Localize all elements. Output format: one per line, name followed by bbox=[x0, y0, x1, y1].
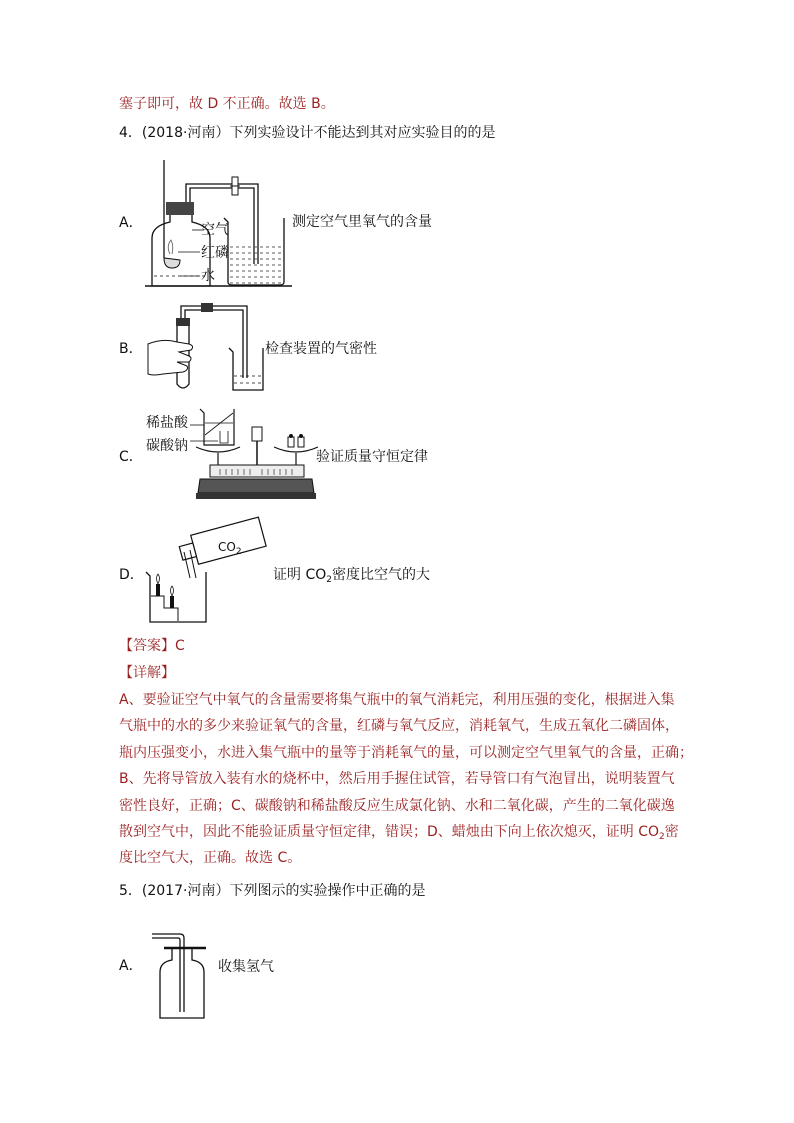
label-water: 水 bbox=[201, 268, 215, 284]
explain-line-6 bbox=[119, 819, 693, 845]
q4-option-c-letter: C． bbox=[119, 449, 143, 465]
q4-option-d-caption-post: 密度比空气的大 bbox=[331, 567, 430, 583]
q4-explanation bbox=[119, 687, 693, 872]
explain-line-6-text: 散到空气中，因此不能验证质量守恒定律，错误；D、蜡烛由下向上依次熄灭，证明 CO bbox=[119, 824, 660, 841]
explain-line-7: 度比空气大，正确。故选 C。 bbox=[119, 850, 302, 867]
q5-option-a-letter: A． bbox=[119, 958, 143, 974]
q4-option-b-letter: B． bbox=[119, 341, 143, 357]
q4-option-b-diagram bbox=[143, 296, 268, 396]
explain-line-6-sub: 2 bbox=[659, 832, 665, 843]
co2-bottle-subscript: 2 bbox=[235, 547, 242, 557]
q4-stem: 4．(2018·河南）下列实验设计不能达到其对应实验目的的是 bbox=[119, 125, 496, 141]
explain-line-4: B、先将导管放入装有水的烧杯中，然后用手握住试管，若导管口有气泡冒出，说明装置气 bbox=[119, 771, 675, 788]
explain-line-3: 瓶内压强变小，水进入集气瓶中的量等于消耗氧气的量，可以测定空气里氧气的含量，正确； bbox=[119, 744, 693, 761]
q4-answer: 【答案】C bbox=[119, 638, 185, 654]
q4-option-b-caption: 检查装置的气密性 bbox=[265, 341, 377, 357]
q4-option-c-caption: 验证质量守恒定律 bbox=[316, 449, 428, 465]
q4-option-d-letter: D． bbox=[119, 567, 144, 583]
q5-option-a-diagram bbox=[150, 924, 212, 1020]
explain-line-2: 气瓶中的水的多少来验证氧气的含量，红磷与氧气反应，消耗氧气，生成五氧化二磷固体， bbox=[119, 718, 679, 735]
carryover-text: 塞子即可，故 D 不正确。故选 B。 bbox=[119, 96, 335, 112]
q4-option-d-diagram bbox=[140, 520, 270, 625]
q4-explain-head: 【详解】 bbox=[119, 665, 175, 681]
label-red-phosphorus: 红磷 bbox=[201, 245, 229, 261]
q4-option-c-diagram bbox=[196, 405, 316, 505]
q5-stem: 5．(2017·河南）下列图示的实验操作中正确的是 bbox=[119, 883, 426, 899]
label-air: 空气 bbox=[201, 222, 229, 238]
q5-option-a-caption: 收集氢气 bbox=[218, 959, 274, 975]
q4-option-d-caption bbox=[273, 565, 430, 585]
co2-bottle-text: CO bbox=[218, 540, 236, 554]
q4-option-d-caption-sub: 2 bbox=[326, 575, 332, 585]
q4-option-a-caption: 测定空气里氧气的含量 bbox=[292, 214, 432, 230]
explain-line-5: 密性良好，正确；C、碳酸钠和稀盐酸反应生成氯化钠、水和二氧化碳，产生的二氧化碳逸 bbox=[119, 797, 675, 814]
label-sodium-carbonate: 碳酸钠 bbox=[146, 438, 188, 454]
explain-line-1: A、要验证空气中氧气的含量需要将集气瓶中的氧气消耗完，利用压强的变化，根据进入集 bbox=[119, 692, 675, 708]
explain-line-6-post: 密 bbox=[664, 824, 679, 841]
q4-option-a-letter: A． bbox=[119, 215, 143, 231]
label-dilute-hcl: 稀盐酸 bbox=[146, 415, 188, 431]
q4-option-d-caption-pre: 证明 CO bbox=[273, 567, 327, 583]
co2-bottle-label bbox=[218, 540, 242, 557]
